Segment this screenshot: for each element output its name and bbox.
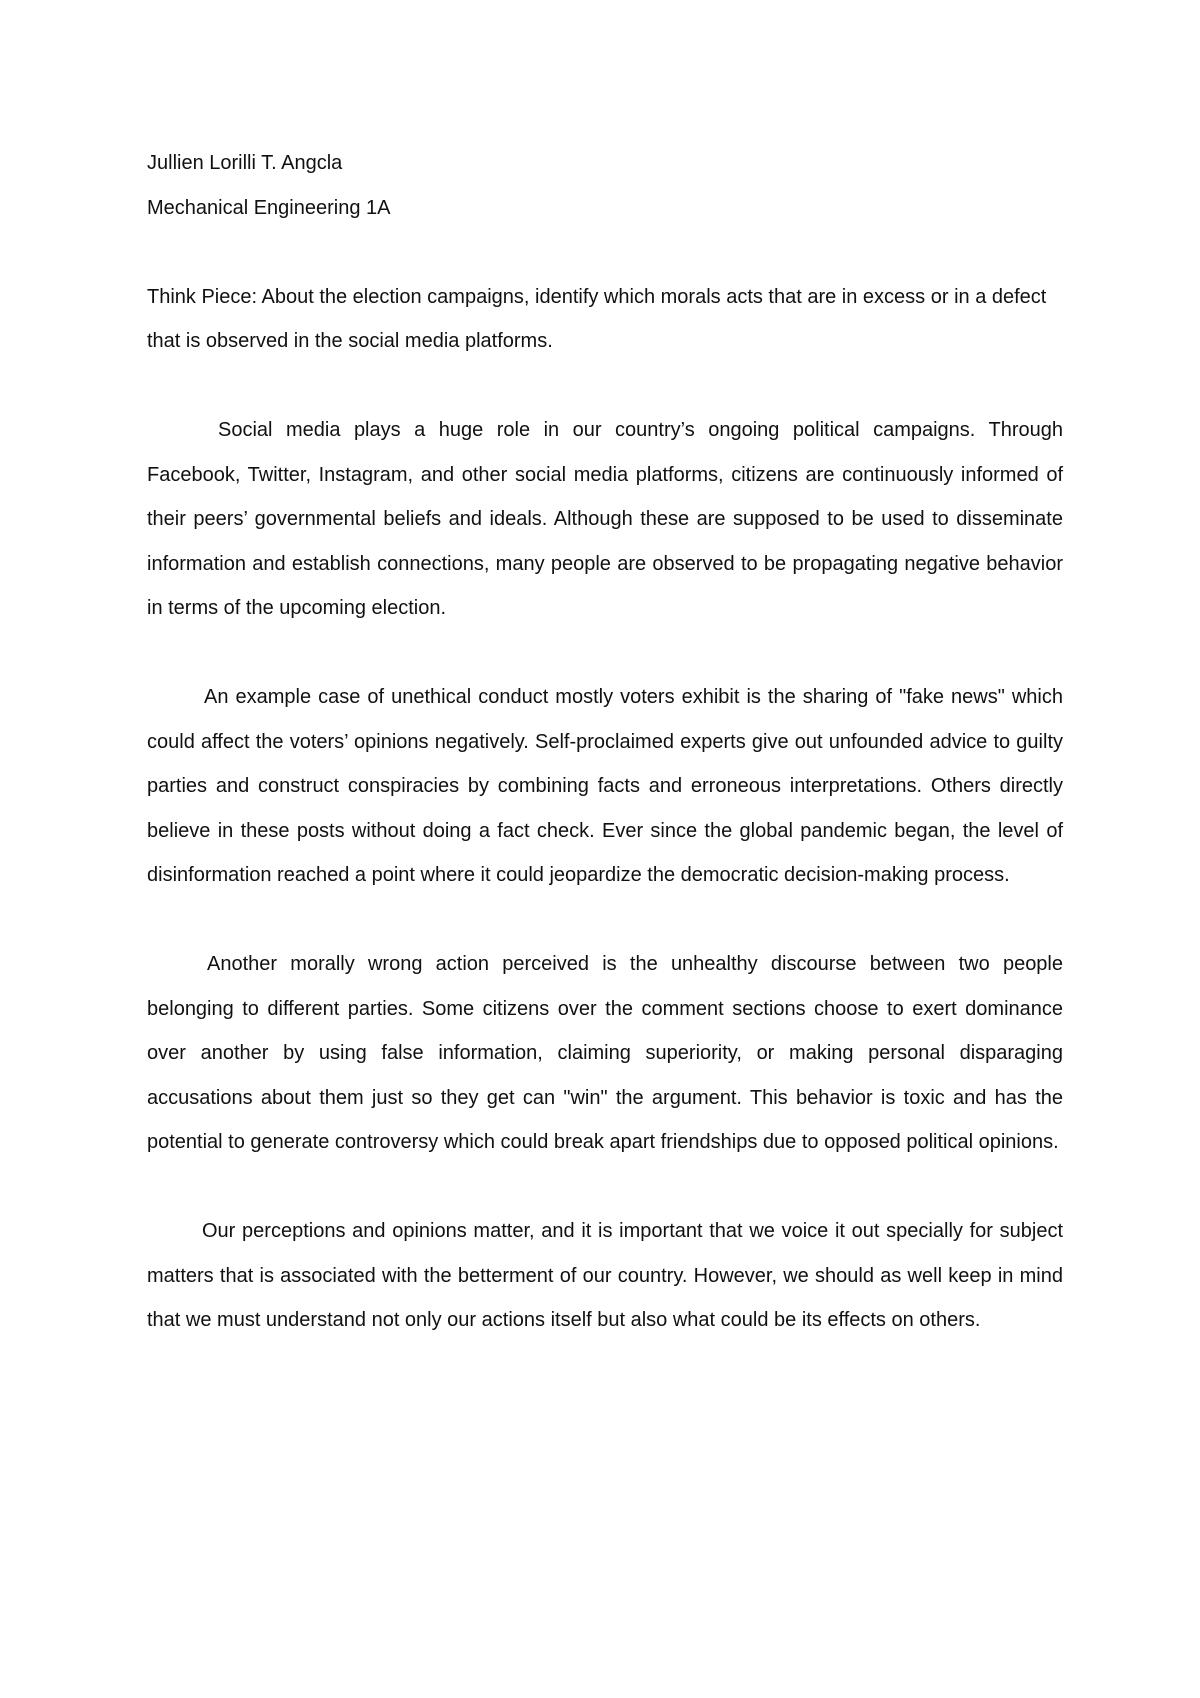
essay-prompt: Think Piece: About the election campaigns, identify which morals acts that are in excess or in a defect that is observed in the social media platforms. xyxy=(147,285,1047,352)
paragraph-4: Our perceptions and opinions matter, and it is important that we voice it out specially for subject matters that is associated with the betterment of our country. However, we should as well keep in mind that we must understand not only our actions itself but also what could be its effects on others. xyxy=(147,1220,1063,1331)
author-name: Jullien Lorilli T. Angcla xyxy=(147,152,343,174)
spacer xyxy=(147,364,1063,409)
spacer xyxy=(147,898,1063,943)
paragraph-1: Social media plays a huge role in our country’s ongoing political campaigns. Through Facebook, Twitter, Instagram, and other social media platforms, citizens are continuously informed of their peers’ governmental beliefs and ideals. Although these are supposed to be used to disseminate information and establish connections, many people are observed to be propagating negative behavior in terms of the upcoming election. xyxy=(147,419,1063,619)
spacer xyxy=(147,1165,1063,1210)
spacer xyxy=(147,230,1063,275)
paragraph-3: Another morally wrong action perceived is the unhealthy discourse between two people belonging to different parties. Some citizens over the comment sections choose to exert dominance over another by using false information, claiming superiority, or making personal disparaging accusations about them just so they get can "win" the argument. This behavior is toxic and has the potential to generate controversy which could break apart friendships due to opposed political opinions. xyxy=(147,953,1063,1153)
paragraph-2: An example case of unethical conduct mostly voters exhibit is the sharing of "fake news" which could affect the voters’ opinions negatively. Self-proclaimed experts give out unfounded advice to guilty parties and construct conspiracies by combining facts and erroneous interpretations. Others directly believe in these posts without doing a fact check. Ever since the global pandemic began, the level of disinformation reached a point where it could jeopardize the democratic decision-making process. xyxy=(147,686,1063,886)
document-body xyxy=(147,141,1063,1343)
course-name: Mechanical Engineering 1A xyxy=(147,196,391,219)
spacer xyxy=(147,631,1063,676)
